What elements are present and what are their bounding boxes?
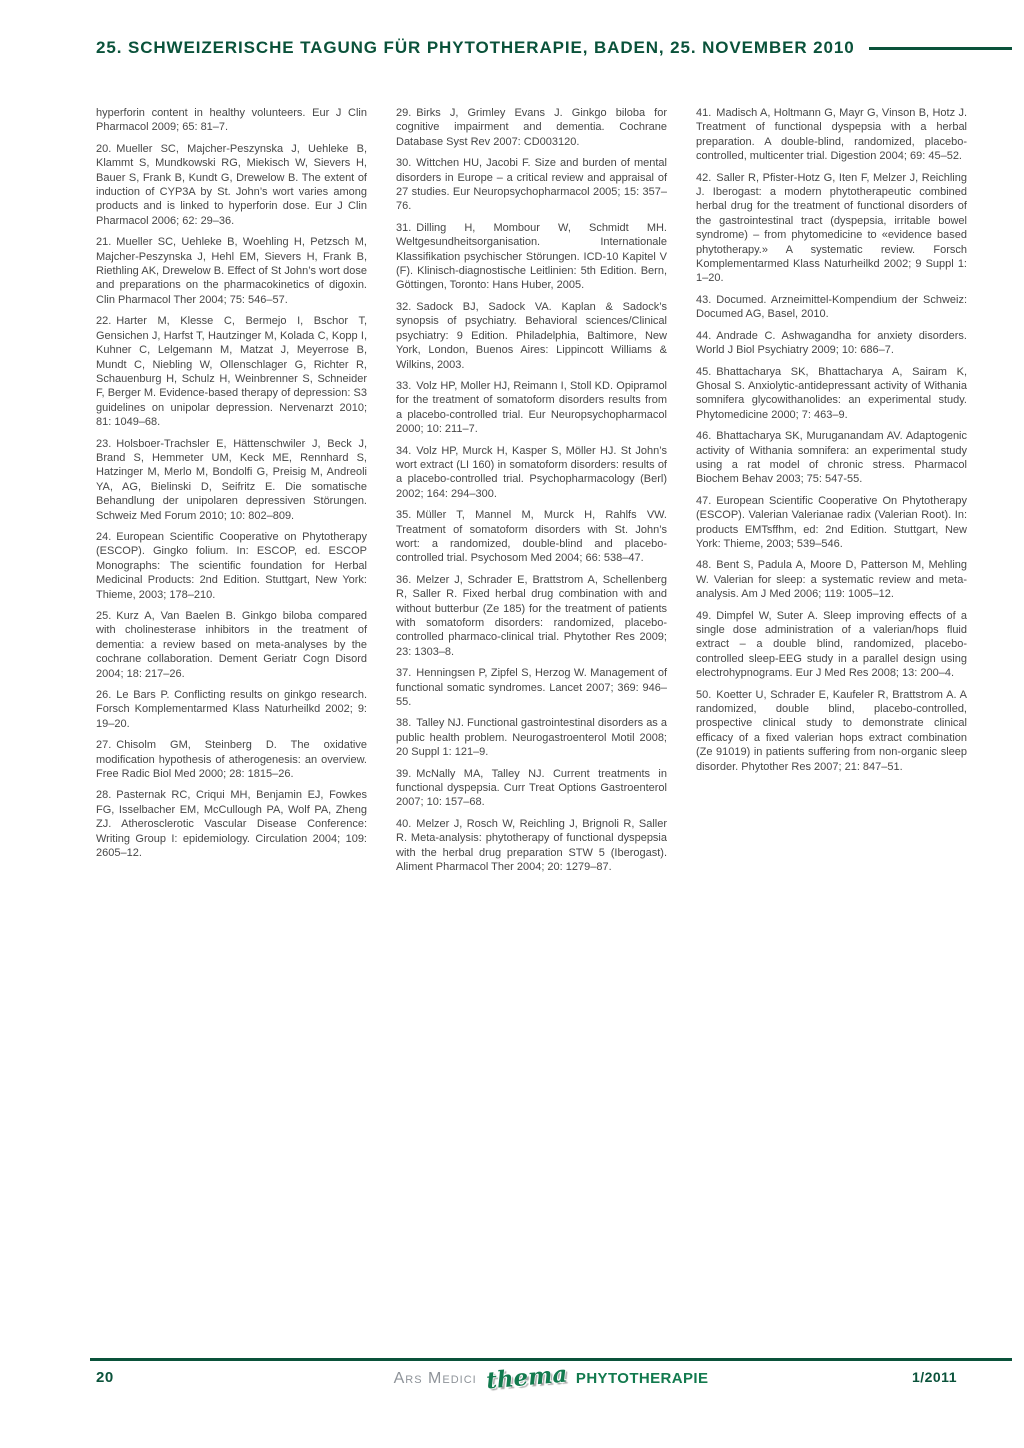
reference-number: 31. [396,221,412,234]
reference-item [96,788,367,860]
reference-item [96,530,367,602]
reference-text: Le Bars P. Conflicting results on ginkgo research. Forsch Komplementarmed Klass Naturheilkd 2002; 9: 19–20. [96,689,367,730]
reference-number: 36. [396,573,412,586]
issue-number: 1/2011 [911,1369,957,1385]
reference-number: 23. [96,437,112,450]
reference-item [696,558,967,601]
reference-item [396,817,667,875]
reference-number: 34. [396,444,412,457]
reference-text: Dimpfel W, Suter A. Sleep improving effects of a single dose administration of a valerian/hops fluid extract – a double blind, randomized, placebo-controlled sleep-EEG study in a parallel design using electrohypnograms. Eur J Med Res 2008; 13: 200–4. [696,609,967,680]
reference-text: European Scientific Cooperative on Phytotherapy (ESCOP). Gingko folium. In: ESCOP, ed. ESCOP Monographs: The scientific foundation for Herbal Medicinal Products: 2nd Edition. Stuttgart, New York: Thieme, 2003; 178–210. [96,530,367,601]
reference-number: 46. [696,430,712,443]
journal-logo [210,1360,892,1395]
reference-item [396,379,667,437]
reference-number: 38. [396,717,412,730]
reference-text: Pasternak RC, Criqui MH, Benjamin EJ, Fowkes FG, Isselbacher EM, McCullough PA, Wolf PA, Zheng ZJ. Atherosclerotic Vascular Disease Conference: Writing Group I: epidemiology. Circulation 2004; 109: 2605–12. [96,789,367,860]
reference-text: European Scientific Cooperative On Phytotherapy (ESCOP). Valerian Valerianae radix (Valerian Root). In: products EMTsffhm, ed: 2nd Edition. Stuttgart, New York: Thieme, 2003; 539–546. [696,494,967,550]
page-footer [90,1358,1012,1395]
reference-text: Volz HP, Moller HJ, Reimann I, Stoll KD. Opipramol for the treatment of somatoform disorders results from a placebo-controlled trial. Eur Neuropsychopharmacol 2000; 10: 211–7. [396,379,667,436]
page-number: 20 [96,1368,114,1386]
reference-number: 39. [396,767,412,780]
reference-item [396,221,667,293]
reference-text: Bhattacharya SK, Bhattacharya A, Sairam K, Ghosal S. Anxiolytic-antidepressant activity of Withania somnifera glycowithanolides: an experimental study. Phytomedicine 2000; 7: 463–9. [696,365,967,421]
reference-item [96,609,367,681]
reference-text: Saller R, Pfister-Hotz G, Iten F, Melzer J, Reichling J. Iberogast: a modern phytotherapeutic combined herbal drug for the treatment of functional disorders of the gastrointestinal tract (dyspepsia, irritable bowel syndrome) – from phytomedicine to «evidence based phytotherapy.» A systematic review. Forsch Komplementarmed Klass Naturheilkd 2002; 9 Suppl 1: 1–20. [696,171,967,285]
reference-item [396,767,667,810]
header-rule [869,47,1012,50]
reference-text: Bhattacharya SK, Muruganandam AV. Adaptogenic activity of Withania somnifera: an experimental study using a rat model of chronic stress. Pharmacol Biochem Behav 2003; 75: 547-55. [696,430,967,486]
reference-item [696,609,967,681]
reference-number: 50. [696,688,712,701]
reference-number: 33. [396,379,412,392]
reference-number: 28. [96,789,112,802]
reference-item [396,106,667,149]
reference-number: 37. [396,667,412,680]
reference-item [696,329,967,358]
footer-rule [90,1358,1012,1361]
reference-text: Kurz A, Van Baelen B. Ginkgo biloba compared with cholinesterase inhibitors in the treatment of dementia: a review based on meta-analyses by the cochrane collaboration. Dement Geriatr Cogn Disord 2004; 18: 217–26. [96,610,367,680]
reference-columns [96,106,968,882]
references-column-3 [696,106,967,882]
reference-item [696,106,967,164]
reference-text: Koetter U, Schrader E, Kaufeler R, Brattstrom A. A randomized, double blind, placebo-controlled, prospective clinical study to demonstrate clinical efficacy of a fixed valerian hops extract combination (Ze 91019) in patients suffering from non-organic sleep disorder. Phytother Res 2007; 21: 847–51. [696,688,967,773]
reference-text: Volz HP, Murck H, Kasper S, Möller HJ. St John’s wort extract (LI 160) in somatoform disorders: results of a placebo-controlled trial. Psychopharmacology (Berl) 2002; 164: 294–300. [396,444,667,500]
reference-number: 40. [396,817,412,830]
reference-number: 25. [96,610,112,622]
reference-number: 35. [396,509,412,522]
footer-row [90,1360,1012,1395]
reference-text: Documed. Arzneimittel-Kompendium der Schweiz: Documed AG, Basel, 2010. [696,293,967,321]
reference-number: 26. [96,689,112,702]
reference-item [96,437,367,523]
reference-item [96,106,367,135]
reference-number: 42. [696,171,712,184]
reference-number: 21. [96,236,112,249]
reference-number: 44. [696,329,712,342]
reference-item [396,508,667,566]
reference-number: 48. [696,559,712,572]
reference-text: Holsboer-Trachsler E, Hättenschwiler J, Beck J, Brand S, Hemmeter UM, Keck ME, Rennhard S, Hatzinger M, Merlo M, Bondolfi G, Preisig M, Andreoli YA, AG, Bielinski D, Seifritz E. Die somatische Behandlung der unipolaren depressiven Störungen. Schweiz Med Forum 2010; 10: 802–809. [96,437,367,522]
reference-item [696,429,967,487]
references-column-2 [396,106,667,882]
page-title: 25. SCHWEIZERISCHE TAGUNG FÜR PHYTOTHERAPIE, BADEN, 25. NOVEMBER 2010 [96,38,855,57]
section-title-phytotherapie: PHYTOTHERAPIE [575,1370,709,1387]
reference-item [396,444,667,502]
reference-number: 24. [96,530,112,543]
reference-number: 47. [696,494,712,507]
reference-text: Wittchen HU, Jacobi F. Size and burden of mental disorders in Europe – a critical review and appraisal of 27 studies. Eur Neuropsychopharmacol 2005; 15: 357–76. [396,157,667,213]
reference-item [96,688,367,731]
reference-text: Henningsen P, Zipfel S, Herzog W. Management of functional somatic syndromes. Lancet 2007; 369: 946–55. [396,667,667,709]
reference-item [96,738,367,781]
reference-item [396,716,667,759]
reference-number: 45. [696,365,712,378]
reference-text: Melzer J, Rosch W, Reichling J, Brignoli R, Saller R. Meta-analysis: phytotherapy of functional dyspepsia with the herbal drug preparation STW 5 (Iberogast). Aliment Pharmacol Ther 2004; 20: 1279–87. [396,817,667,874]
reference-number: 43. [696,293,712,306]
reference-number: 27. [96,739,112,752]
reference-text: Harter M, Klesse C, Bermejo I, Bschor T, Gensichen J, Harfst T, Hautzinger M, Kolada C, Kopp I, Kuhner C, Lelgemann M, Matzat J, Meyerrose B, Mundt C, Niebling W, Ollenschlager G, Richter R, Schauenburg H, Schulz H, Weinbrenner S, Schneider F, Berger M. Evidence-based therapy of depression: S3 guidelines on unipolar depression. Nervenarzt 2010; 81: 1049–68. [96,315,367,429]
ars-medici-wordmark: Ars Medici [393,1370,477,1387]
reference-item [96,142,367,228]
reference-text: Mueller SC, Majcher-Peszynska J, Uehleke B, Klammt S, Mundkowski RG, Miekisch W, Sievers H, Bauer S, Frank B, Kundt G, Drewelow B. The extent of induction of CYP3A by St. John’s wort varies among products and is linked to hyperforin dose. Eur J Clin Pharmacol 2006; 62: 29–36. [96,142,367,227]
reference-item [696,365,967,423]
reference-item [696,688,967,774]
thema-wordmark: thema [484,1360,569,1395]
reference-number: 22. [96,315,112,328]
reference-item [396,156,667,214]
reference-text: McNally MA, Talley NJ. Current treatments in functional dyspepsia. Curr Treat Options Gastroenterol 2007; 10: 157–68. [396,767,667,809]
reference-number: 30. [396,157,412,170]
reference-item [396,573,667,659]
reference-item [396,300,667,372]
reference-item [696,293,967,322]
reference-text: Melzer J, Schrader E, Brattstrom A, Schellenberg R, Saller R. Fixed herbal drug combination with and without butterbur (Ze 185) for the treatment of patients with somatoform disorders: randomized, placebo-controlled pharmaco-clinical trial. Phytother Res 2009; 23: 1303–8. [396,573,667,658]
page-header [96,38,1012,58]
reference-number: 32. [396,300,412,313]
reference-text: Müller T, Mannel M, Murck H, Rahlfs VW. Treatment of somatoform disorders with St. John’s wort: a randomized, double-blind and placebo-controlled trial. Psychosom Med 2004; 66: 538–47. [396,509,667,565]
reference-text: Birks J, Grimley Evans J. Ginkgo biloba for cognitive impairment and dementia. Cochrane Database Syst Rev 2007: CD003120. [396,107,667,148]
reference-text: Andrade C. Ashwagandha for anxiety disorders. World J Biol Psychiatry 2009; 10: 686–7. [696,329,967,357]
reference-text: Talley NJ. Functional gastrointestinal disorders as a public health problem. Neurogastroenterol Motil 2008; 20 Suppl 1: 121–9. [396,717,667,759]
reference-item [696,171,967,286]
reference-number: 20. [96,142,112,155]
reference-item [396,666,667,709]
reference-text: Sadock BJ, Sadock VA. Kaplan & Sadock’s synopsis of psychiatry. Behavioral sciences/Clinical psychiatry: 9 Edition. Philadelphia, Baltimore, New York, London, Buenos Aires: Lippincott Williams & Wilkins, 2003. [396,300,667,371]
reference-number: 41. [696,107,712,119]
reference-number: 29. [396,107,412,119]
reference-item [696,494,967,552]
reference-text: Chisolm GM, Steinberg D. The oxidative modification hypothesis of atherogenesis: an overview. Free Radic Biol Med 2000; 28: 1815–26. [96,739,367,781]
reference-text: Mueller SC, Uehleke B, Woehling H, Petzsch M, Majcher-Peszynska J, Hehl EM, Sievers H, Frank B, Riethling AK, Drewelow B. Effect of St John’s wort dose and preparations on the pharmacokinetics of digoxin. Clin Pharmacol Ther 2004; 75: 546–57. [96,236,367,306]
reference-text: Dilling H, Mombour W, Schmidt MH. Weltgesundheitsorganisation. Internationale Klassifikation psychischer Störungen. ICD-10 Kapitel V (F). Klinisch-diagnostische Leitlinien: 5th Edition. Bern, Göttingen, Toronto: Hans Huber, 2005. [396,221,667,292]
reference-text: Bent S, Padula A, Moore D, Patterson M, Mehling W. Valerian for sleep: a systematic review and meta-analysis. Am J Med 2006; 119: 1005–12. [696,559,967,601]
reference-item [96,314,367,429]
reference-text: hyperforin content in healthy volunteers. Eur J Clin Pharmacol 2009; 65: 81–7. [96,107,367,134]
reference-item [96,235,367,307]
references-column-1 [96,106,367,882]
reference-number: 49. [696,609,712,622]
reference-text: Madisch A, Holtmann G, Mayr G, Vinson B, Hotz J. Treatment of functional dyspepsia with a herbal preparation. A double-blind, randomized, placebo-controlled, multicenter trial. Digestion 2004; 69: 45–52. [696,107,967,163]
